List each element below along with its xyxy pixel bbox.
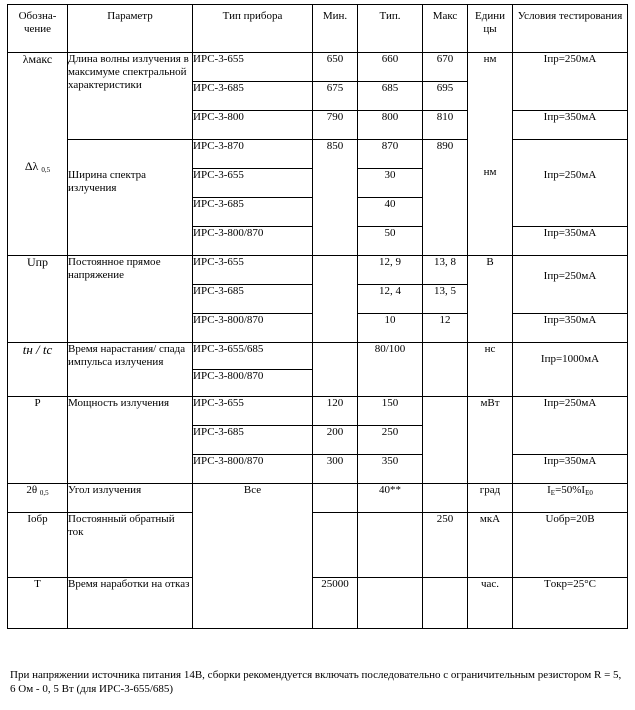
min-cell: [313, 256, 358, 343]
spec-table: [7, 4, 628, 629]
unit-dlambda: нм: [483, 166, 497, 178]
device-cell: ИРС-3-655/685: [193, 343, 313, 370]
unit-power: мВт: [468, 397, 513, 484]
unit-tnar: час.: [468, 578, 513, 629]
max-cell: 670: [423, 53, 468, 82]
min-cell: [313, 343, 358, 397]
typ-cell: 350: [358, 455, 423, 484]
table-row: [8, 343, 628, 370]
header-unit: Едини цы: [468, 5, 513, 53]
table-row: [8, 578, 628, 629]
device-cell: ИРС-3-685: [193, 198, 313, 227]
cond-cell: Iпр=350мА: [513, 227, 628, 256]
symbol-iobr: Iобр: [8, 513, 68, 578]
cond-cell: Iпр=350мА: [513, 455, 628, 484]
device-cell: ИРС-3-685: [193, 82, 313, 111]
typ-cell: 40: [358, 198, 423, 227]
cond-cell: Iпр=250мА: [513, 140, 628, 227]
typ-cell: 150: [358, 397, 423, 426]
min-cell: 300: [313, 455, 358, 484]
cond-cell: Iпр=350мА: [513, 314, 628, 343]
typ-cell: 80/100: [358, 343, 423, 397]
param-lambda: Длина волны излучения в максимуме спектральной характеристики: [68, 53, 193, 140]
max-cell: [423, 397, 468, 484]
table-row: [8, 53, 628, 82]
device-cell: ИРС-3-655: [193, 53, 313, 82]
symbol-power: P: [8, 397, 68, 484]
typ-cell: 40**: [358, 484, 423, 513]
symbol-angle: 2θ $_{0,5}$: [8, 484, 68, 513]
param-time: Время нарастания/ спада импульса излучения: [68, 343, 193, 397]
typ-cell: 870: [358, 140, 423, 169]
min-cell: 650: [313, 53, 358, 82]
max-cell: [423, 343, 468, 397]
unit-angle: град: [468, 484, 513, 513]
typ-cell: 250: [358, 426, 423, 455]
unit-upr: В: [468, 256, 513, 343]
device-cell: ИРС-3-800: [193, 111, 313, 140]
min-cell: 675: [313, 82, 358, 111]
symbol-lambda: λмакс: [22, 52, 53, 66]
typ-cell: 50: [358, 227, 423, 256]
min-cell: [313, 484, 358, 513]
symbol-lambda-dlambda: [8, 53, 68, 256]
min-cell: 200: [313, 426, 358, 455]
typ-cell: 30: [358, 169, 423, 198]
typ-cell: 12, 4: [358, 285, 423, 314]
typ-cell: 10: [358, 314, 423, 343]
header-max: Макс: [423, 5, 468, 53]
header-param: Параметр: [68, 5, 193, 53]
cond-cell: Uобр=20В: [513, 513, 628, 578]
header-row: [8, 5, 628, 53]
param-dlambda: Ширина спектра излучения: [68, 140, 193, 256]
cond-cell: Iпр=250мА: [513, 256, 628, 314]
cond-cell: Iпр=250мА: [513, 397, 628, 455]
unit-lambda-dlambda: [468, 53, 513, 256]
header-min: Мин.: [313, 5, 358, 53]
device-cell: ИРС-3-685: [193, 426, 313, 455]
device-cell: ИРС-3-655: [193, 256, 313, 285]
symbol-time: tн / tс: [8, 343, 68, 397]
param-angle: Угол излучения: [68, 484, 193, 513]
header-symbol: Обозна-чение: [8, 5, 68, 53]
header-cond: Условия тестирования: [513, 5, 628, 53]
param-iobr: Постоянный обратный ток: [68, 513, 193, 578]
symbol-upr: Uпр: [8, 256, 68, 343]
typ-cell: [358, 578, 423, 629]
cond-cell: Iпр=1000мА: [513, 343, 628, 397]
max-cell: 810: [423, 111, 468, 140]
table-row: [8, 513, 628, 578]
cond-cell: Tокр=25°С: [513, 578, 628, 629]
cond-cell: Iпр=250мА: [513, 53, 628, 111]
min-cell: [313, 513, 358, 578]
device-cell: ИРС-3-800/870: [193, 370, 313, 397]
symbol-dlambda: Δλ $_{0,5}$: [24, 159, 51, 174]
device-cell: ИРС-3-800/870: [193, 314, 313, 343]
max-cell: 250: [423, 513, 468, 578]
device-cell: ИРС-3-870: [193, 140, 313, 169]
max-cell: 13, 5: [423, 285, 468, 314]
typ-cell: 660: [358, 53, 423, 82]
device-cell: ИРС-3-800/870: [193, 455, 313, 484]
device-cell: ИРС-3-655: [193, 397, 313, 426]
header-typ: Тип.: [358, 5, 423, 53]
unit-time: нс: [468, 343, 513, 397]
max-cell: 13, 8: [423, 256, 468, 285]
min-cell: 790: [313, 111, 358, 140]
table-row: [8, 140, 628, 169]
device-cell: ИРС-3-685: [193, 285, 313, 314]
device-all: Все: [193, 484, 313, 629]
typ-cell: 685: [358, 82, 423, 111]
cond-cell: $I_E=50\%I_{E0}$: [513, 484, 628, 513]
min-cell: 120: [313, 397, 358, 426]
table-row: [8, 397, 628, 426]
max-cell: [423, 484, 468, 513]
symbol-tnar: T: [8, 578, 68, 629]
typ-cell: 12, 9: [358, 256, 423, 285]
unit-lambda: нм: [483, 53, 497, 65]
footnote: При напряжении источника питания 14В, сборки рекомендуется включать последовательно с ограничительным резистором R = 5, 6 Ом - 0, 5 Вт (для ИРС-3-655/685): [10, 669, 622, 695]
max-cell: 890: [423, 140, 468, 256]
max-cell: 695: [423, 82, 468, 111]
param-tnar: Время наработки на отказ: [68, 578, 193, 629]
min-cell: 850: [313, 140, 358, 256]
typ-cell: [358, 513, 423, 578]
header-device: Тип прибора: [193, 5, 313, 53]
device-cell: ИРС-3-655: [193, 169, 313, 198]
param-upr: Постоянное прямое напряжение: [68, 256, 193, 343]
table-row: [8, 256, 628, 285]
max-cell: [423, 578, 468, 629]
min-cell: 25000: [313, 578, 358, 629]
max-cell: 12: [423, 314, 468, 343]
param-power: Мощность излучения: [68, 397, 193, 484]
table-row: [8, 484, 628, 513]
cond-cell: Iпр=350мА: [513, 111, 628, 140]
unit-iobr: мкА: [468, 513, 513, 578]
device-cell: ИРС-3-800/870: [193, 227, 313, 256]
typ-cell: 800: [358, 111, 423, 140]
